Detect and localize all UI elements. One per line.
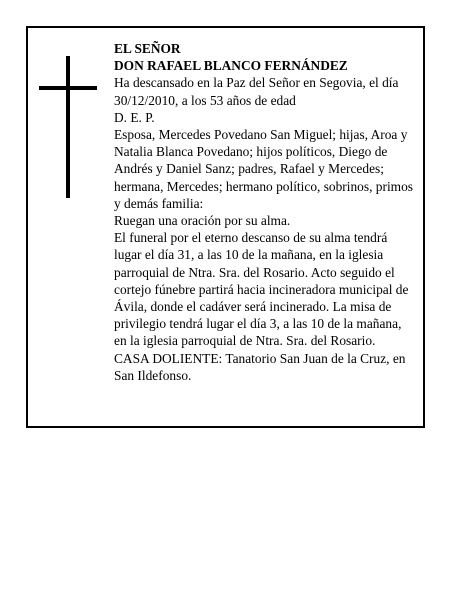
funeral-home: CASA DOLIENTE: Tanatorio San Juan de la Cruz, en San Ildefonso.: [114, 350, 406, 383]
deceased-name: DON RAFAEL BLANCO FERNÁNDEZ: [114, 58, 348, 74]
cross-vertical-bar: [66, 56, 70, 198]
prayer-request: Ruegan una oración por su alma.: [114, 213, 291, 229]
cross-icon: [39, 56, 97, 198]
funeral-details: El funeral por el eterno descanso de su alma tendrá lugar el día 31, a las 10 de la mañana, en la iglesia parroquial de Ntra. Sra. del Rosario. Acto seguido el cortejo fúnebre partirá hacia incineradora municipal de Ávila, donde el cadáver será incinerado. La misa de privilegio tendrá lugar el día 3, a las 10 de la mañana, en la iglesia parroquial de Ntra. Sra. del Rosario.: [114, 230, 409, 349]
death-announcement: Ha descansado en la Paz del Señor en Segovia, el día 30/12/2010, a los 53 años de edad: [114, 75, 399, 108]
family-list: Esposa, Mercedes Povedano San Miguel; hijas, Aroa y Natalia Blanca Povedano; hijos políticos, Diego de Andrés y Daniel Sanz; padres, Rafael y Mercedes; hermana, Mercedes; hermano político, sobrinos, primos y demás familia:: [114, 127, 413, 211]
obituary-notice: [26, 26, 425, 428]
dep-line: D. E. P.: [114, 109, 155, 125]
cross-horizontal-bar: [39, 86, 97, 90]
notice-title: EL SEÑOR: [114, 41, 181, 56]
notice-text-block: [114, 40, 416, 384]
